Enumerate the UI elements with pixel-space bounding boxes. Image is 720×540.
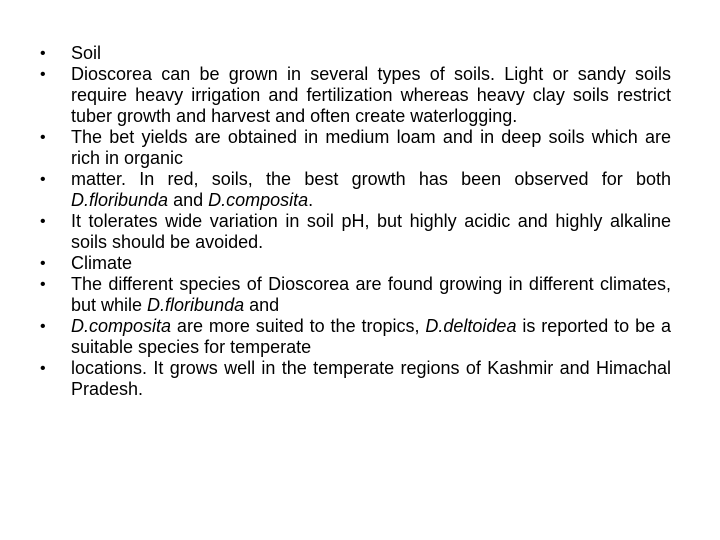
bullet-item-climate-heading [40,253,671,274]
bullet-dot-icon: • [40,129,46,146]
bullet-text-part: and [168,190,209,210]
bullet-text: It tolerates wide variation in soil pH, but highly acidic and highly alkaline soils should be avoided. [71,211,671,252]
bullet-dot-icon: • [40,171,46,188]
bullet-item [40,169,671,211]
bullet-text [71,169,671,210]
bullet-item [40,127,671,169]
bullet-text-part: is reported to be a suitable species for temperate [71,316,671,357]
bullet-dot-icon: • [40,318,46,335]
bullet-text: Dioscorea can be grown in several types of soils. Light or sandy soils require heavy irrigation and fertilization whereas heavy clay soils restrict tuber growth and harvest and often create waterlogging. [71,64,671,126]
bullet-item [40,211,671,253]
species-name: D.composita [208,190,309,210]
bullet-dot-icon: • [40,45,46,62]
species-name: D.floribunda [147,295,245,315]
bullet-item-soil-heading [40,43,671,64]
bullet-dot-icon: • [40,213,46,230]
species-name: D.deltoidea [425,316,517,336]
bullet-text [71,316,671,357]
bullet-list [40,43,671,400]
bullet-item [40,274,671,316]
bullet-item [40,316,671,358]
bullet-text: locations. It grows well in the temperate regions of Kashmir and Himachal Pradesh. [71,358,671,399]
bullet-dot-icon: • [40,276,46,293]
bullet-text: The bet yields are obtained in medium loam and in deep soils which are rich in organic [71,127,671,168]
bullet-text-part: The different species of Dioscorea are found growing in different climates, but while [71,274,671,315]
bullet-dot-icon: • [40,66,46,83]
bullet-text-part: . [308,190,314,210]
bullet-item [40,64,671,127]
bullet-text-part: and [244,295,280,315]
section-heading-climate: Climate [71,253,133,273]
bullet-item [40,358,671,400]
bullet-text-part: matter. In red, soils, the best growth has been observed for both [71,169,671,189]
species-name: D.floribunda [71,190,169,210]
bullet-dot-icon: • [40,255,46,272]
bullet-text-part: are more suited to the tropics, [171,316,426,336]
species-name: D.composita [71,316,172,336]
section-heading-soil: Soil [71,43,102,63]
bullet-text [71,274,671,315]
bullet-dot-icon: • [40,360,46,377]
